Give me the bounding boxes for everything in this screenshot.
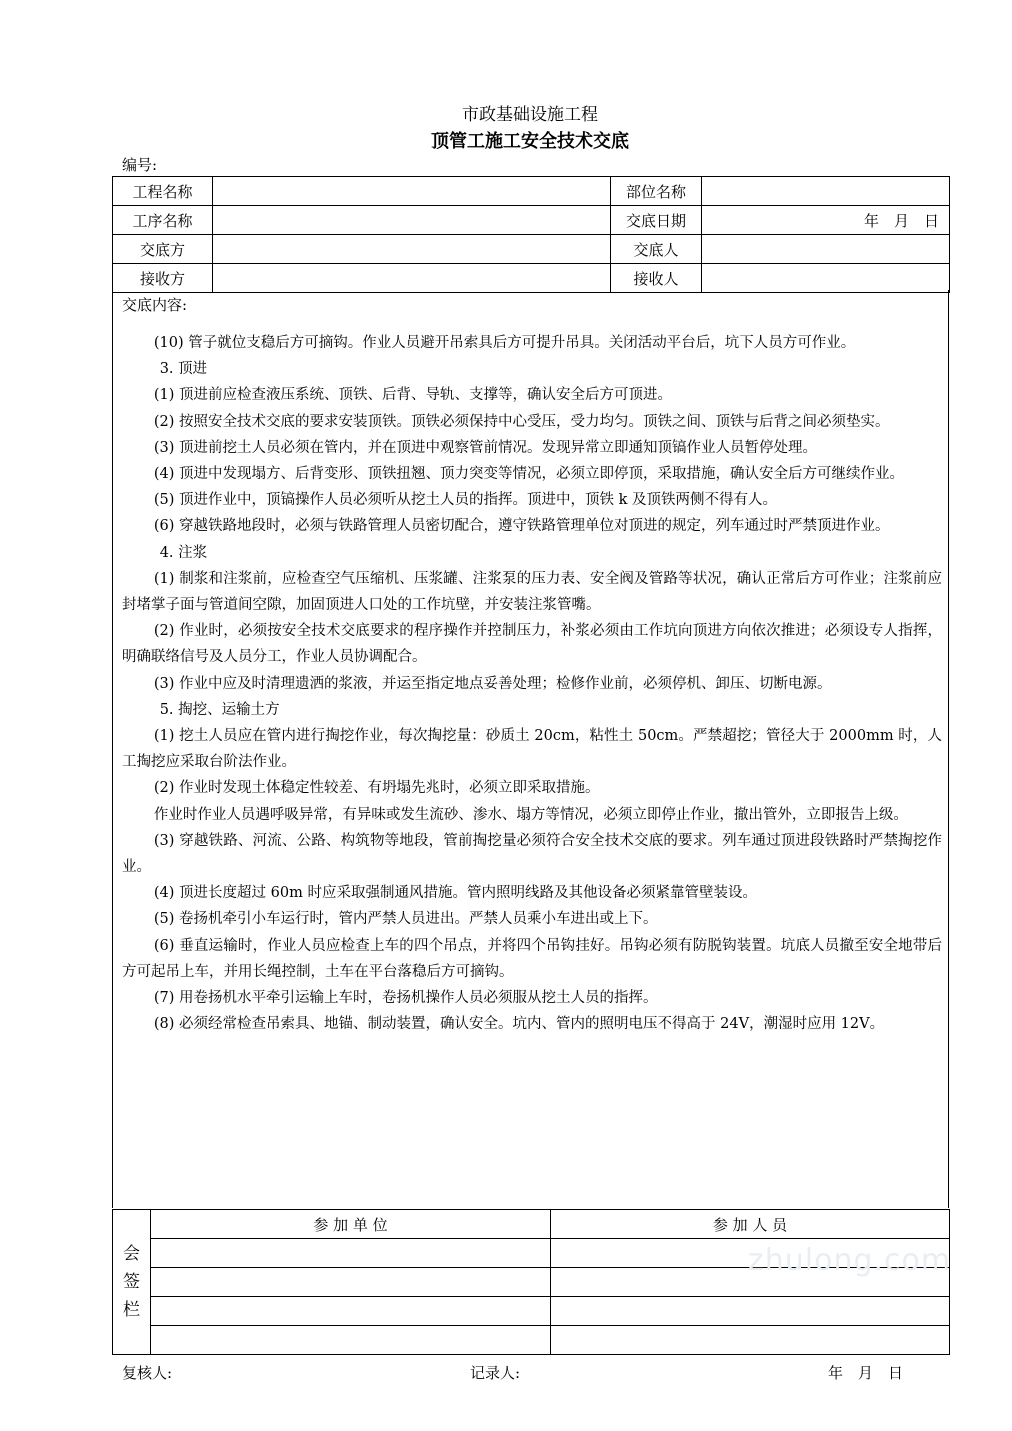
project-name-value <box>213 177 611 206</box>
footer-date: 年 月 日 <box>828 1364 904 1382</box>
giver-label: 交底人 <box>611 235 702 264</box>
giver-value <box>702 235 950 264</box>
location-value <box>702 177 950 206</box>
location-label: 部位名称 <box>611 177 702 206</box>
table-row <box>113 1297 950 1326</box>
content-body <box>122 330 942 1037</box>
content-paragraph: (1) 挖土人员应在管内进行掏挖作业，每次掏挖量：砂质土 20cm，粘性土 50cm。严禁超挖；管径大于 2000mm 时，人工掏挖应采取台阶法作业。 <box>122 728 942 771</box>
document-title: 市政基础设施工程 <box>462 105 598 125</box>
unit-cell <box>151 1326 551 1355</box>
process-value <box>213 206 611 235</box>
content-label: 交底内容: <box>122 296 188 314</box>
receiver-label: 接收人 <box>611 264 702 293</box>
content-paragraph: (4) 顶进中发现塌方、后背变形、顶铁扭翘、顶力突变等情况，必须立即停顶，采取措施，确认安全后方可继续作业。 <box>153 466 905 483</box>
receiver-value <box>702 264 950 293</box>
table-row <box>113 1210 950 1239</box>
giver-org-label: 交底方 <box>113 235 213 264</box>
content-paragraph: (5) 顶进作业中，顶镐操作人员必须听从挖土人员的指挥。顶进中，顶铁 k 及顶铁两侧不得有人。 <box>153 492 778 509</box>
person-cell <box>551 1297 950 1326</box>
content-paragraph: (3) 作业中应及时清理遗洒的浆液，并运至指定地点妥善处理；检修作业前，必须停机、卸压、切断电源。 <box>153 675 832 692</box>
serial-number-label: 编号: <box>122 156 158 174</box>
content-paragraph: (3) 穿越铁路、河流、公路、构筑物等地段，管前掏挖量必须符合安全技术交底的要求。列车通过顶进段铁路时严禁掏挖作业。 <box>122 832 942 876</box>
content-paragraph: (2) 作业时，必须按安全技术交底要求的程序操作并控制压力，补浆必须由工作坑向顶进方向依次推进；必须设专人指挥，明确联络信号及人员分工，作业人员协调配合。 <box>122 623 942 666</box>
signoff-table <box>112 1209 950 1355</box>
date-value <box>702 206 950 235</box>
receiver-org-value <box>213 264 611 293</box>
table-row <box>113 206 950 235</box>
project-name-label: 工程名称 <box>113 177 213 206</box>
person-header: 参 加 人 员 <box>551 1210 950 1239</box>
content-paragraph: (8) 必须经常检查吊索具、地锚、制动装置，确认安全。坑内、管内的照明电压不得高于 24V，潮湿时应用 12V。 <box>153 1016 885 1033</box>
table-row <box>113 264 950 293</box>
content-box <box>112 290 949 1208</box>
date-placeholder: 年 月 日 <box>863 211 939 230</box>
content-paragraph: (4) 顶进长度超过 60m 时应采取强制通风措施。管内照明线路及其他设备必须紧靠管壁装设。 <box>153 885 757 902</box>
content-paragraph: 作业时作业人员遇呼吸异常，有异味或发生流砂、渗水、塌方等情况，必须立即停止作业，撤出管外，立即报告上级。 <box>153 806 908 823</box>
content-paragraph: (6) 垂直运输时，作业人员应检查上车的四个吊点，并将四个吊钩挂好。吊钩必须有防脱钩装置。坑底人员撤至安全地带后方可起吊上车，并用长绳控制，土车在平台落稳后方可摘钩。 <box>122 937 942 980</box>
content-paragraph: (10) 管子就位支稳后方可摘钩。作业人员避开吊索具后方可提升吊具。关闭活动平台后，坑下人员方可作业。 <box>153 335 856 351</box>
content-paragraph: (2) 按照安全技术交底的要求安装顶铁。顶铁必须保持中心受压，受力均匀。顶铁之间、顶铁与后背之间必须垫实。 <box>153 413 890 430</box>
content-paragraph: (3) 顶进前挖土人员必须在管内，并在顶进中观察管前情况。发现异常立即通知顶镐作业人员暂停处理。 <box>153 439 818 456</box>
content-paragraph: (1) 制浆和注浆前，应检查空气压缩机、压浆罐、注浆泵的压力表、安全阀及管路等状况，确认正常后方可作业；注浆前应封堵掌子面与管道间空隙，加固顶进人口处的工作坑壁，并安装注浆管嘴。 <box>122 570 942 614</box>
unit-cell <box>151 1239 551 1268</box>
date-label: 交底日期 <box>611 206 702 235</box>
watermark: zhulong.com <box>748 1243 952 1278</box>
unit-cell <box>151 1297 551 1326</box>
table-row <box>113 177 950 206</box>
content-paragraph: (1) 顶进前应检查液压系统、顶铁、后背、导轨、支撑等，确认安全后方可顶进。 <box>153 387 673 404</box>
signoff-side-label: 会签栏 <box>123 1244 140 1320</box>
section-heading: 3. 顶进 <box>159 361 208 378</box>
content-paragraph: (5) 卷扬机牵引小车运行时，管内严禁人员进出。严禁人员乘小车进出或上下。 <box>153 911 658 928</box>
table-row <box>113 235 950 264</box>
section-heading: 4. 注浆 <box>159 544 208 561</box>
recorder-label: 记录人: <box>470 1364 521 1382</box>
signoff-side-cell <box>113 1210 151 1355</box>
giver-org-value <box>213 235 611 264</box>
unit-header: 参 加 单 位 <box>151 1210 551 1239</box>
process-label: 工序名称 <box>113 206 213 235</box>
unit-cell <box>151 1268 551 1297</box>
person-cell <box>551 1326 950 1355</box>
table-row <box>113 1326 950 1355</box>
content-paragraph: (7) 用卷扬机水平牵引运输上车时，卷扬机操作人员必须服从挖土人员的指挥。 <box>153 990 658 1007</box>
section-heading: 5. 掏挖、运输土方 <box>159 701 280 718</box>
content-paragraph: (6) 穿越铁路地段时，必须与铁路管理人员密切配合，遵守铁路管理单位对顶进的规定，列车通过时严禁顶进作业。 <box>153 518 890 535</box>
receiver-org-label: 接收方 <box>113 264 213 293</box>
info-table <box>112 176 950 293</box>
document-subtitle: 顶管工施工安全技术交底 <box>431 131 629 152</box>
content-paragraph: (2) 作业时发现土体稳定性较差、有坍塌先兆时，必须立即采取措施。 <box>153 780 600 797</box>
reviewer-label: 复核人: <box>122 1364 173 1382</box>
